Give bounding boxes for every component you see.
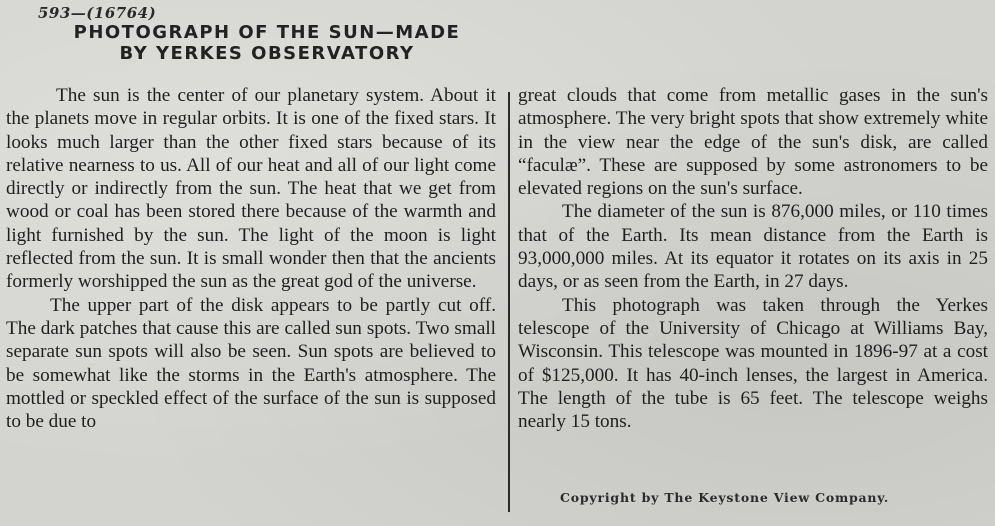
column-divider [508,92,510,512]
copyright-notice: Copyright by The Keystone View Company. [560,490,890,505]
right-paragraph-1: great clouds that come from metallic gases in the sun's atmosphere. The very bright spots that show extremely white in the view near the edge of the sun's disk, are called “faculæ”. These are supposed by some astronomers to be elevated regions on the sun's surface. [518,85,988,200]
left-paragraph-2: The upper part of the disk appears to be partly cut off. The dark patches that cause this are called sun spots. Two small separate sun spots will also be seen. Sun spots are believed to be somewhat like the storms in the Earth's atmosphere. The mottled or speckled effect of the surface of the sun is supposed to be due to [6,294,496,433]
card-title-line-1: PHOTOGRAPH OF THE SUN—MADE [73,22,461,43]
right-paragraph-2: The diameter of the sun is 876,000 miles, or 110 times that of the Earth. Its mean distance from the Earth is 93,000,000 miles. At its equator it rotates on its axis in 25 days, or as seen from the Earth, in 27 days. [518,201,988,293]
right-paragraph-3: This photograph was taken through the Yerkes telescope of the University of Chicago at Williams Bay, Wisconsin. This telescope was mounted in 1896-97 at a cost of $125,000. It has 40-inch lenses, the largest in America. The length of the tube is 65 feet. The telescope weighs nearly 15 tons. [518,294,988,433]
left-column [6,84,496,433]
left-paragraph-1: The sun is the center of our planetary system. About it the planets move in regular orbits. It is one of the fixed stars. It looks much larger than the other fixed stars because of its relative nearness to us. All of our heat and all of our light come directly or indirectly from the sun. The heat that we get from wood or coal has been stored there because of the warmth and light furnished by the sun. The light of the moon is light reflected from the sun. It is small wonder then that the ancients formerly worshipped the sun as the great god of the universe. [6,85,496,293]
right-column [518,84,988,433]
catalog-number: 593—(16764) [38,4,157,22]
card-title-line-2: BY YERKES OBSERVATORY [119,43,415,64]
card-title [42,22,492,64]
